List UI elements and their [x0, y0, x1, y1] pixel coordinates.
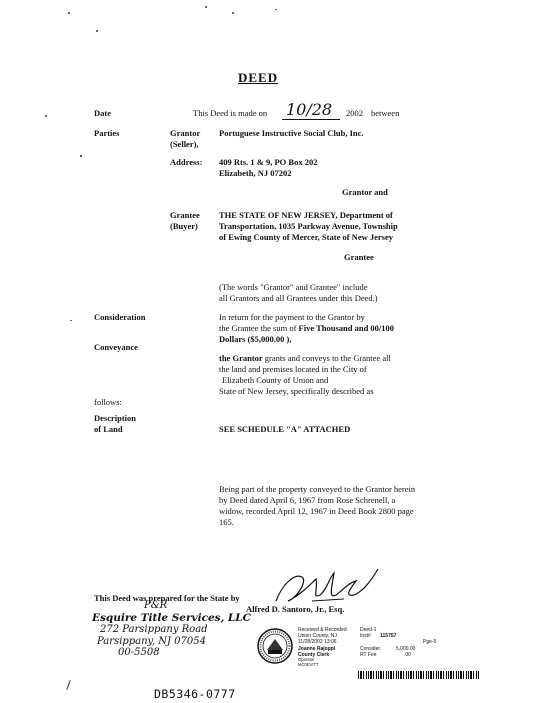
- consideration-line1: In return for the payment to the Grantor by: [219, 312, 365, 322]
- deed-book-number: DB5346-0777: [154, 687, 236, 701]
- recording-instrument-number: 115757: [380, 633, 397, 640]
- conveyance-line3: Elizabeth County of Union and: [222, 375, 329, 385]
- handwritten-file-number: 00-5508: [118, 647, 160, 658]
- note-line1: (The words "Grantor" and Grantee" include: [219, 282, 368, 292]
- date-label: Date: [94, 108, 111, 118]
- recording-consideration: 5,000.00: [396, 645, 416, 652]
- consideration-line3: Dollars ($5,000.00 ),: [219, 334, 292, 344]
- scan-speck: [70, 320, 72, 321]
- county-seal-icon: [256, 627, 294, 665]
- date-between: between: [371, 108, 400, 118]
- document-title: DEED: [238, 70, 279, 85]
- consideration-line2-prefix: the Grantee the sum of: [219, 323, 297, 333]
- date-year: 2002: [346, 108, 363, 118]
- scan-speck: [232, 12, 234, 14]
- description-label-line2: of Land: [94, 424, 123, 434]
- prepared-by-text: This Deed was prepared for the State by: [94, 593, 240, 603]
- conveyance-line1: [219, 353, 391, 364]
- recording-line3-left: 11/28/2002 13:06: [298, 639, 337, 646]
- recording-line1-left: Received & Recorded: [298, 627, 347, 633]
- grantee-line3: of Ewing County of Mercer, State of New Jersey: [219, 232, 393, 242]
- conveyance-line1-rest: grants and conveys to the Grantee all: [264, 353, 391, 363]
- grantor-label: Grantor (Seller),: [170, 128, 201, 149]
- parties-label: Parties: [94, 128, 120, 138]
- grantee-word: Grantee: [344, 252, 374, 262]
- recording-line5-mid: RT Fee: [360, 651, 377, 658]
- consideration-line2: [219, 323, 394, 334]
- handwritten-date: 10/28: [286, 100, 333, 119]
- conveyance-line4: State of New Jersey, specifically described as: [219, 386, 374, 396]
- scan-mark: [66, 680, 70, 690]
- grantee-line2: Transportation, 1035 Parkway Avenue, Township: [219, 221, 398, 231]
- recording-line2-left: Union County, NJ: [298, 633, 337, 640]
- conveyance-label: Conveyance: [94, 342, 138, 352]
- attorney-name: Alfred D. Santoro, Jr., Esq.: [246, 604, 345, 614]
- description-body-line1: Being part of the property conveyed to the Grantor herein: [219, 484, 416, 494]
- grantor-and-text: Grantor and: [342, 187, 388, 197]
- recording-barcode: [358, 671, 480, 679]
- conveyance-line2: the land and premises located in the City of: [219, 364, 367, 374]
- recording-line3-right: Pge-5: [423, 639, 437, 646]
- schedule-a-attached: SEE SCHEDULE "A" ATTACHED: [219, 424, 351, 434]
- conveyance-grantor: the Grantor: [219, 353, 263, 363]
- recording-line2-mid: Inst#: [360, 633, 371, 640]
- scan-speck: [68, 12, 70, 14]
- date-prefix: This Deed is made on: [193, 108, 268, 118]
- scan-speck: [80, 155, 82, 157]
- consideration-label: Consideration: [94, 312, 146, 322]
- handwritten-initials: P&R: [144, 600, 168, 611]
- scan-speck: [45, 115, 47, 117]
- recording-fee: .00: [404, 651, 411, 658]
- address-line1: 409 Rts. 1 & 9, PO Box 202: [219, 157, 318, 167]
- recording-stamp: [298, 627, 488, 668]
- description-body-line4: 165.: [219, 517, 234, 527]
- consideration-amount-words: Five Thousand and 00/100: [298, 323, 395, 333]
- description-body-line2: by Deed dated April 6, 1967 from Rose Schrenell, a: [219, 495, 396, 505]
- recording-operator-label: Operator: [298, 657, 315, 663]
- description-label-line1: Description: [94, 413, 137, 423]
- address-line2: Elizabeth, NJ 07202: [219, 168, 292, 178]
- note-line2: all Grantors and all Grantees under this Deed.): [219, 293, 378, 303]
- grantee-line1: THE STATE OF NEW JERSEY, Department of: [219, 210, 393, 220]
- grantor-and: [342, 187, 388, 198]
- grantor-name: Portuguese Instructive Social Club, Inc.: [219, 128, 364, 138]
- scan-speck: [275, 9, 277, 10]
- recording-clerk-name: Joanne Rajoppi: [298, 645, 336, 652]
- recording-line4-mid: Consider.: [360, 645, 382, 652]
- title-company-city: Parsippany, NJ 07054: [97, 636, 206, 647]
- recording-line1-right: Deed-1: [360, 627, 377, 633]
- date-blank-line: [282, 119, 340, 120]
- follows-text: follows:: [94, 397, 122, 407]
- scan-speck: [205, 6, 207, 8]
- title-company-name: Esquire Title Services, LLC: [92, 612, 252, 624]
- recording-clerk-title: County Clerk: [298, 651, 330, 658]
- scan-speck: [96, 30, 98, 32]
- recording-operator: MC0EVITT: [298, 661, 319, 667]
- grantee-label: Grantee (Buyer): [170, 210, 200, 231]
- title-company-street: 272 Parsippany Road: [100, 624, 208, 635]
- description-body-line3: widow, recorded April 12, 1967 in Deed Book 2800 page: [219, 506, 414, 516]
- address-label: Address:: [170, 157, 203, 167]
